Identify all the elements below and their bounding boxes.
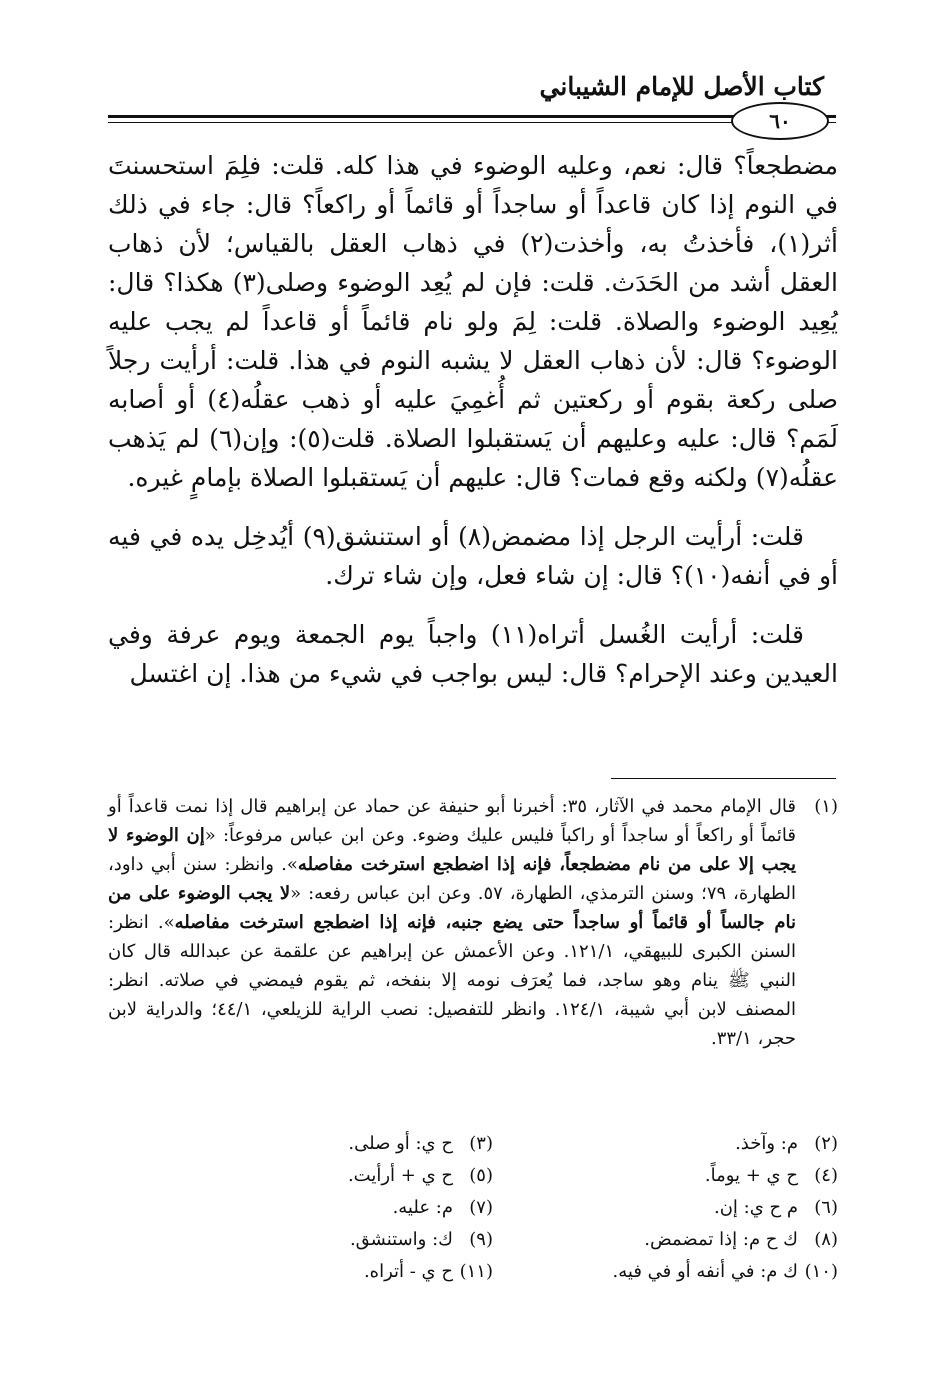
footnote-number: (٨) [814,1229,838,1250]
footnote-text: م ح ي: إن. [713,1197,798,1218]
footnote-text: ». انظر: السنن الكبرى للبيهقي، ١٢١/١. وعن الأعمش عن إبراهيم عن علقمة عن عبدالله قال كان النبي ﷺ ينام وهو ساجد، فما يُعرَف نومه إلا بنفخه، ثم يقوم فيمضي في صلاته. انظر: المصنف لابن أبي شيبة، ١٢٤/١. وانظر للتفصيل: نصب الراية للزيلعي، ٤٤/١؛ والدراية لابن حجر، ٣٣/١. [108,912,796,1049]
footnotes-list [108,1128,838,1288]
footnote-text: قال الإمام محمد في الآثار، ٣٥: أخبرنا أبو حنيفة عن حماد عن إبراهيم قال إذا نمت قاعداً أو قائماً أو راكعاً أو ساجداً أو راكباً فليس عليك وضوء. وعن ابن عباس مرفوعاً: « [108,796,796,846]
footnote-row [108,1256,838,1288]
paragraph [108,517,838,595]
footnote-item [493,1128,838,1160]
footnote-row [108,1160,838,1192]
footnote-item [493,1256,838,1288]
hadith-quote: إن الوضوء لا يجب إلا على من نام مضطجعاً، فإنه إذا اضطجع استرخت مفاصله [108,825,796,875]
footnote-number: (٥) [469,1165,493,1186]
footnote-item [148,1192,493,1224]
header-rule [108,115,836,123]
footnote-text: م: عليه. [392,1197,453,1218]
footnote-text: ح ي: أو صلى. [348,1133,453,1154]
footnote-row [108,1224,838,1256]
paragraph [108,615,838,693]
paragraph [108,146,838,497]
footnote-item [148,1160,493,1192]
paragraph-text: قلت: أرأيت الرجل إذا مضمض(٨) أو استنشق(٩) أيُدخِل يده في فيه أو في أنفه(١٠)؟ قال: إن شاء فعل، وإن شاء ترك. [108,522,838,590]
footnote-item [148,1128,493,1160]
footnote-body [108,792,796,1053]
footnote-text: ح ي + أرأيت. [347,1165,453,1186]
footnote-text: م: وآخذ. [735,1133,798,1154]
footnote-number: (٤) [814,1165,838,1186]
footnote-number: (٦) [814,1197,838,1218]
footnote-text: ح ي + يوماً. [704,1165,798,1186]
footnote-number: (١٠) [804,1261,838,1282]
page-number: ٦٠ [731,102,829,140]
footnote-text: ». وانظر: سنن أبي داود، الطهارة، ٧٩؛ وسنن الترمذي، الطهارة، ٥٧. وعن ابن عباس رفعه: « [108,854,797,904]
main-text [108,146,838,713]
paragraph-text: قلت: أرأيت الغُسل أتراه(١١) واجباً يوم الجمعة ويوم عرفة وفي العيدين وعند الإحرام؟ قال: ليس بواجب في شيء من هذا. إن اغتسل [108,620,838,688]
footnote-item [493,1192,838,1224]
footnote-number: (١١) [459,1261,493,1282]
footnote-text: ك ح م: إذا تمضمض. [644,1229,798,1250]
footnote-text: ك: واستنشق. [349,1229,453,1250]
paragraph-text: مضطجعاً؟ قال: نعم، وعليه الوضوء في هذا كله. قلت: فلِمَ استحسنتَ في النوم إذا كان قاعداً أو ساجداً أو قائماً أو راكعاً؟ قال: جاء في ذلك أثر(١)، فأخذتُ به، وأخذت(٢) في ذهاب العقل بالقياس؛ لأن ذهاب العقل أشد من الحَدَث. قلت: فإن لم يُعِد الوضوء وصلى(٣) هكذا؟ قال: يُعِيد الوضوء والصلاة. قلت: لِمَ ولو نام قائماً أو قاعداً لم يجب عليه الوضوء؟ قال: لأن ذهاب العقل لا يشبه النوم في هذا. قلت: أرأيت رجلاً صلى ركعة بقوم أو ركعتين ثم أُغمِيَ عليه أو ذهب عقلُه(٤) أو أصابه لَمَم؟ قال: عليه وعليهم أن يَستقبلوا الصلاة. قلت(٥): وإن(٦) لم يَذهب عقلُه(٧) ولكنه وقع فمات؟ قال: عليهم أن يَستقبلوا الصلاة بإمامٍ غيره. [108,151,838,492]
footnote-number: (٧) [469,1197,493,1218]
hadith-quote: لا يجب الوضوء على من نام جالساً أو قائماً أو ساجداً حتى يضع جنبه، فإنه إذا اضطجع استرخت مفاصله [108,883,796,933]
footnote-separator [611,778,836,779]
footnote-number: (٩) [469,1229,493,1250]
footnote-number: (٣) [469,1133,493,1154]
footnote-text: ح ي - أتراه. [363,1261,453,1282]
footnote-item [493,1160,838,1192]
footnote-row [108,1192,838,1224]
running-header-title: كتاب الأصل للإمام الشيباني [539,72,824,101]
footnote-number: (٢) [814,1133,838,1154]
footnote-1 [108,792,838,1053]
footnote-number: (١) [814,796,838,817]
footnote-item [493,1224,838,1256]
footnote-item [148,1256,493,1288]
footnote-text: ك م: في أنفه أو في فيه. [612,1261,798,1282]
footnote-item [148,1224,493,1256]
footnote-row [108,1128,838,1160]
